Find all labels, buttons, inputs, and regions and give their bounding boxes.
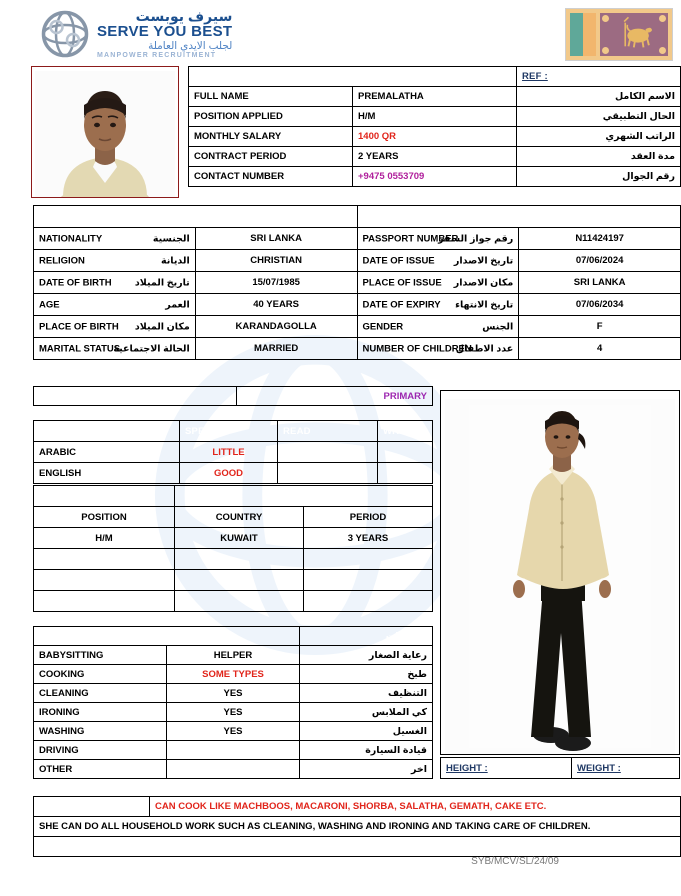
table-row [34,338,681,360]
full-name-value: PREMALATHA [353,87,517,107]
position-applied-label: POSITION APPLIED [189,107,353,127]
position-header: POSITION [34,507,175,528]
read-header: READ [278,421,378,442]
remarks-header-row [34,797,681,817]
skill-value: SOME TYPES [167,665,300,684]
speak-header: SPEAK [180,421,278,442]
number-of-children-label-en: NUMBER OF CHILDREN [362,343,472,354]
passport-number-value: N11424197 [519,228,681,250]
language-speak: LITTLE [180,442,278,463]
date-of-issue-label-en: DATE OF ISSUE [362,255,435,266]
religion-label-ar: الديانة [160,255,190,266]
work-country [175,591,304,612]
work-experience-title: WORK EXPERIENCE [34,486,175,507]
skill-arabic: التنظيف [300,684,433,703]
weight-label: WEIGHT : [577,762,621,774]
table-row [189,107,681,127]
full-name-label: FULL NAME [189,87,353,107]
place-of-issue-label-en: PLACE OF ISSUE [362,277,442,288]
date-of-issue-label-ar: تاريخ الاصدار [453,255,514,266]
employment-title-row [189,67,681,87]
employment-title: EMPLOYMENT DETAILS [189,67,517,87]
skill-name: BABYSITTING [34,646,167,665]
remarks-line-1: CAN COOK LIKE MACHBOOS, MACARONI, SHORBA, SALATHA, GEMATH, CAKE ETC. [150,797,681,817]
table-row [34,316,681,338]
language-write [378,463,433,484]
contact-number-arabic: رقم الجوال [517,167,681,187]
age-label [34,294,196,316]
country-header: COUNTRY [175,507,304,528]
work-position [34,549,175,570]
monthly-salary-value: 1400 QR [353,127,517,147]
education-level-value: PRIMARY [237,387,433,406]
table-row [34,591,433,612]
skill-arabic: الغسيل [300,722,433,741]
number-of-children-label-ar: عدد الاطفال [455,343,514,354]
skill-name: CLEANING [34,684,167,703]
other-details-title-row [34,206,681,228]
skill-value [167,760,300,779]
applicant-portrait-photo [31,66,179,198]
work-header-row [34,507,433,528]
age-label-en: AGE [39,299,60,310]
nationality-label [34,228,196,250]
skill-value: YES [167,703,300,722]
contract-period-arabic: مدة العقد [517,147,681,167]
remarks-line-2: SHE CAN DO ALL HOUSEHOLD WORK SUCH AS CLEANING, WASHING AND IRONING AND TAKING CARE OF CHILDREN. [34,817,681,837]
work-period [304,591,433,612]
place-of-issue-label [357,272,519,294]
skill-arabic: اخر [300,760,433,779]
language-header-row [34,421,433,442]
place-of-birth-value: KARANDAGOLLA [195,316,357,338]
date-of-issue-value: 07/06/2024 [519,250,681,272]
number-of-children-label [357,338,519,360]
table-row [189,167,681,187]
education-level-table [33,386,433,406]
skill-name: IRONING [34,703,167,722]
place-of-issue-label-ar: مكان الاصدار [453,277,514,288]
logo-arabic-title: سيرف يوبست [135,7,233,24]
nationality-label-en: NATIONALITY [39,233,103,244]
remarks-table [33,796,681,857]
date-of-expiry-label [357,294,519,316]
employment-details-table [188,66,681,187]
work-period [304,549,433,570]
gender-label-ar: الجنس [482,321,514,332]
table-row [34,570,433,591]
table-row [34,817,681,837]
gender-label [357,316,519,338]
skills-title-row [34,627,433,646]
height-field [441,758,572,779]
table-row [34,250,681,272]
work-country: KUWAIT [175,528,304,549]
gender-label-en: GENDER [362,321,404,332]
position-applied-value: H/M [353,107,517,127]
nationality-label-ar: الجنسية [152,233,190,244]
nationality-value: SRI LANKA [195,228,357,250]
logo-tagline: MANPOWER RECRUITMENT [97,52,217,60]
date-of-birth-label-ar: تاريخ الميلاد [134,277,190,288]
contract-period-label: CONTRACT PERIOD [189,147,353,167]
work-position [34,570,175,591]
table-row [34,228,681,250]
passport-number-label-ar: رقم جواز السفر [438,233,514,244]
table-row [34,646,433,665]
language-literacy-table [33,420,433,484]
work-period [304,570,433,591]
language-name: ENGLISH [34,463,180,484]
ref-label: REF : [522,71,548,82]
skills-table [33,626,433,779]
date-of-birth-label-en: DATE OF BIRTH [39,277,112,288]
measurements-table [440,757,680,779]
place-of-birth-label [34,316,196,338]
contract-period-value: 2 YEARS [353,147,517,167]
date-of-issue-label [357,250,519,272]
skill-name: COOKING [34,665,167,684]
language-speak: GOOD [180,463,278,484]
monthly-salary-arabic: الراتب الشهري [517,127,681,147]
language-literacy-header: LANGUAGE LITERACY [34,421,180,442]
contact-number-label: CONTACT NUMBER [189,167,353,187]
age-value: 40 YEARS [195,294,357,316]
table-row [34,722,433,741]
page-header [0,0,681,64]
sri-lanka-flag-icon [565,8,673,61]
place-of-issue-value: SRI LANKA [519,272,681,294]
skill-name: OTHER [34,760,167,779]
logo-arabic-sub: لجلب الايدي العاملة [148,39,233,52]
skill-value [167,741,300,760]
age-label-ar: العمر [165,299,190,310]
table-row [189,87,681,107]
marital-status-value: MARRIED [195,338,357,360]
table-row [34,760,433,779]
skills-title: SKILLS [34,627,300,646]
work-position [34,591,175,612]
other-details-title: OTHER DETAILS OF APPLICANT [34,206,358,228]
remarks-line-3 [34,837,681,857]
table-row [34,442,433,463]
table-row [34,665,433,684]
position-applied-arabic: الحال التطبيقي [517,107,681,127]
date-of-expiry-label-en: DATE OF EXPIRY [362,299,441,310]
work-experience-title-blank [175,486,433,507]
height-label: HEIGHT : [446,762,488,774]
skill-value: YES [167,722,300,741]
contact-number-value: +9475 0553709 [353,167,517,187]
date-of-expiry-value: 07/06/2034 [519,294,681,316]
work-period: 3 YEARS [304,528,433,549]
marital-status-label-ar: الحالة الاجتماعية [113,343,190,354]
full-name-arabic: الاسم الكامل [517,87,681,107]
date-of-birth-value: 15/07/1985 [195,272,357,294]
religion-label-en: RELIGION [39,255,85,266]
footer-reference: SYB/MCV/SL/24/09 [471,856,559,867]
skill-arabic: طبخ [300,665,433,684]
marital-status-label-en: MARITAL STATUS [39,343,121,354]
ref-cell [517,67,681,87]
passport-number-label-en: PASSPORT NUMBER [362,233,459,244]
work-country [175,570,304,591]
monthly-salary-label: MONTHLY SALARY [189,127,353,147]
table-row [189,147,681,167]
work-country [175,549,304,570]
remarks-title: REMARKS [34,797,150,817]
marital-status-label [34,338,196,360]
ref-value: ABHI/SYB [559,71,607,82]
skills-title-arabic: المهارات [300,627,433,646]
table-row [34,272,681,294]
table-row [34,549,433,570]
skill-arabic: كي الملابس [300,703,433,722]
table-row [34,837,681,857]
language-read [278,463,378,484]
date-of-birth-label [34,272,196,294]
applicant-full-body-photo [440,390,680,755]
skill-name: DRIVING [34,741,167,760]
language-read [278,442,378,463]
work-position: H/M [34,528,175,549]
period-header: PERIOD [304,507,433,528]
other-details-table [33,205,681,360]
work-experience-table [33,485,433,612]
skill-arabic: رعاية الصغار [300,646,433,665]
weight-field [572,758,680,779]
work-title-row [34,486,433,507]
education-level-title: EDUCATION LEVEL [34,387,237,406]
religion-value: CHRISTIAN [195,250,357,272]
logo-english-title: SERVE YOU BEST [97,22,233,40]
table-row [189,127,681,147]
table-row [34,741,433,760]
language-write [378,442,433,463]
table-row [441,758,680,779]
write-header: WRITE [378,421,433,442]
place-of-birth-label-ar: مكان الميلاد [134,321,190,332]
skill-arabic: قيادة السيارة [300,741,433,760]
table-row [34,703,433,722]
gender-value: F [519,316,681,338]
religion-label [34,250,196,272]
language-name: ARABIC [34,442,180,463]
table-row [34,387,433,406]
skill-name: WASHING [34,722,167,741]
passport-number-label [357,228,519,250]
table-row [34,684,433,703]
other-details-title-blank [357,206,681,228]
globe-network-icon [40,9,90,59]
number-of-children-value: 4 [519,338,681,360]
skill-value: YES [167,684,300,703]
skill-value: HELPER [167,646,300,665]
place-of-birth-label-en: PLACE OF BIRTH [39,321,119,332]
company-logo [40,6,305,62]
date-of-expiry-label-ar: تاريخ الانتهاء [455,299,514,310]
table-row [34,463,433,484]
table-row [34,294,681,316]
table-row [34,528,433,549]
